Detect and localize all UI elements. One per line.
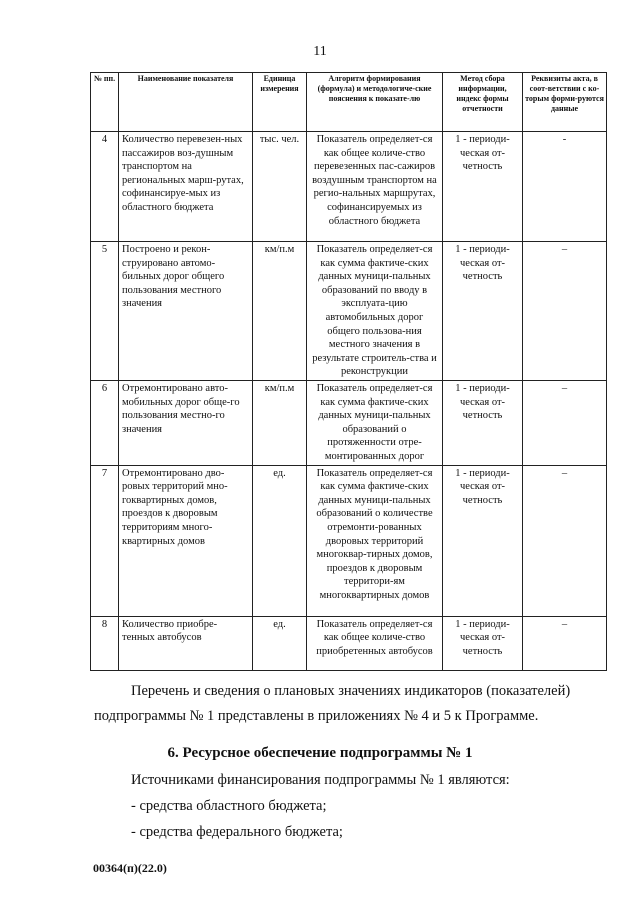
row-requisites: –	[523, 616, 607, 670]
header-algorithm: Алгоритм формирования (формула) и методологиче-ские пояснения к показате-лю	[307, 73, 443, 132]
paragraph-indicators-line1: Перечень и сведения о плановых значениях индикаторов (показателей)	[131, 683, 571, 699]
row-algorithm: Показатель определяет-ся как сумма фактиче-ских данных муници-пальных образований о количестве отремонти-рованных дворовых территорий многоквар-тирных домов, проездов к дворовым территори-ям многоквартирных домов	[307, 465, 443, 616]
row-unit: тыс. чел.	[253, 132, 307, 242]
table-header-row	[91, 73, 607, 132]
row-num: 4	[91, 132, 119, 242]
table-row	[91, 465, 607, 616]
header-requisites: Реквизиты акта, в соот-ветствии с ко-торым форми-руются данные	[523, 73, 607, 132]
row-num: 5	[91, 242, 119, 381]
row-unit: ед.	[253, 616, 307, 670]
row-method: 1 - периоди-ческая от-четность	[443, 465, 523, 616]
row-name: Отремонтировано авто-мобильных дорог обще-го пользования местно-го значения	[119, 381, 253, 466]
section-heading: 6. Ресурсное обеспечение подпрограммы № 1	[167, 745, 473, 761]
row-algorithm: Показатель определяет-ся как общее количе-ство приобретенных автобусов	[307, 616, 443, 670]
row-algorithm: Показатель определяет-ся как сумма фактиче-ских данных муници-пальных образований о протяженности отре-монтированных дорог	[307, 381, 443, 466]
row-num: 8	[91, 616, 119, 670]
document-code: 00364(п)(22.0)	[93, 861, 167, 875]
row-method: 1 - периоди-ческая от-четность	[443, 381, 523, 466]
row-method: 1 - периоди-ческая от-четность	[443, 616, 523, 670]
header-method: Метод сбора информации, индекс формы отчетности	[443, 73, 523, 132]
paragraph-funding-sources: Источниками финансирования подпрограммы № 1 являются:	[131, 772, 510, 788]
row-requisites: –	[523, 465, 607, 616]
table-row	[91, 381, 607, 466]
row-num: 6	[91, 381, 119, 466]
header-unit: Единица измерения	[253, 73, 307, 132]
row-name: Количество перевезен-ных пассажиров воз-душным транспортом на региональных марш-рутах, софинансируе-мых из областного бюджета	[119, 132, 253, 242]
table-row	[91, 616, 607, 670]
header-num: № пп.	[91, 73, 119, 132]
row-algorithm: Показатель определяет-ся как сумма фактиче-ских данных муници-пальных образований по вводу в эксплуата-цию автомобильных дорог общего пользова-ния местного значения в результате строитель-ства и реконструкции	[307, 242, 443, 381]
list-item-regional-budget: - средства областного бюджета;	[131, 798, 327, 814]
row-unit: км/п.м	[253, 381, 307, 466]
row-method: 1 - периоди-ческая от-четность	[443, 242, 523, 381]
row-algorithm: Показатель определяет-ся как общее количе-ство перевезенных пас-сажиров воздушным транспортом на регио-нальных маршрутах, софинансируемых из областного бюджета	[307, 132, 443, 242]
row-requisites: –	[523, 381, 607, 466]
row-method: 1 - периоди-ческая от-четность	[443, 132, 523, 242]
row-name: Отремонтировано дво-ровых территорий мно-гоквартирных домов, проездов к дворовым территориям много-квартирных домов	[119, 465, 253, 616]
row-requisites: –	[523, 242, 607, 381]
row-unit: ед.	[253, 465, 307, 616]
table-row	[91, 242, 607, 381]
header-name: Наименование показателя	[119, 73, 253, 132]
row-requisites: -	[523, 132, 607, 242]
row-num: 7	[91, 465, 119, 616]
row-name: Построено и рекон-струировано автомо-бильных дорог общего пользования местного значения	[119, 242, 253, 381]
row-name: Количество приобре-тенных автобусов	[119, 616, 253, 670]
row-unit: км/п.м	[253, 242, 307, 381]
indicators-table	[90, 72, 607, 671]
paragraph-indicators-line2: подпрограммы № 1 представлены в приложениях № 4 и 5 к Программе.	[94, 708, 539, 724]
list-item-federal-budget: - средства федерального бюджета;	[131, 824, 343, 840]
page-number: 11	[313, 44, 327, 59]
table-row	[91, 132, 607, 242]
